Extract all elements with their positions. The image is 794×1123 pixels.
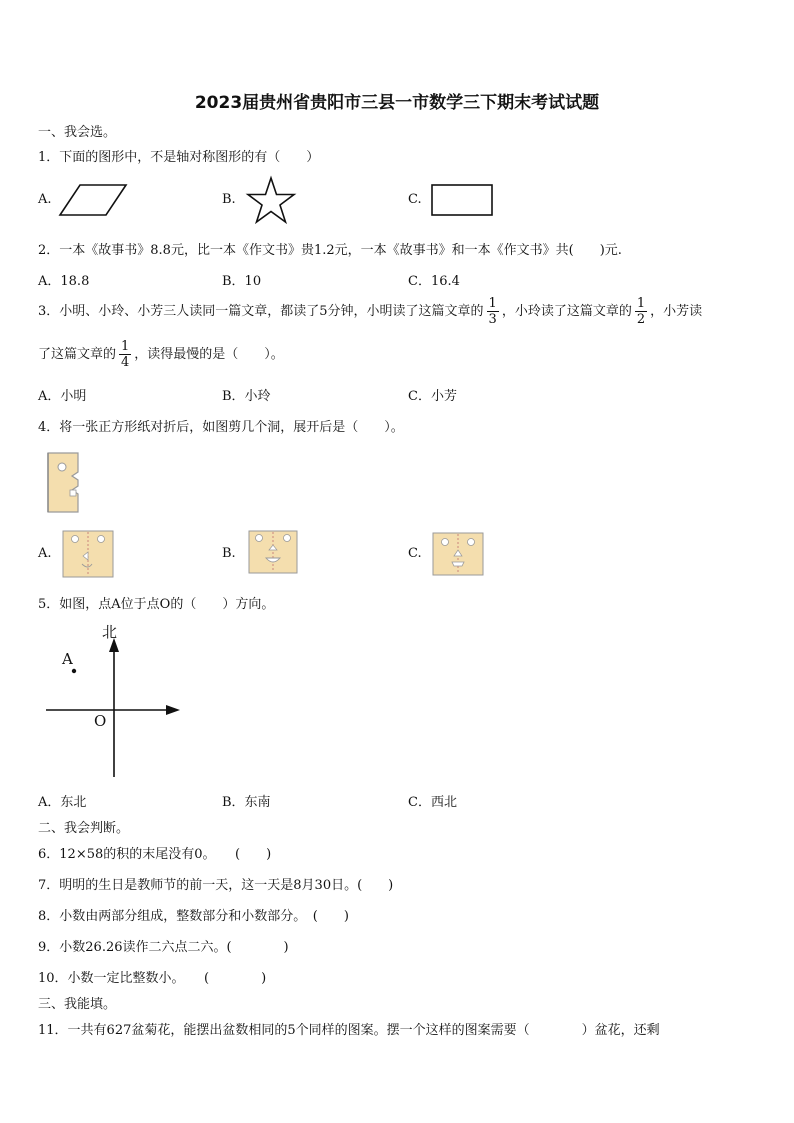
folded-paper-icon: [44, 450, 86, 516]
q3-option-c[interactable]: C．小芳: [408, 389, 457, 404]
q3-text-part1: 3．小明、小玲、小芳三人读同一篇文章，都读了5分钟，小明读了这篇文章的: [38, 304, 484, 319]
q1-option-c-label[interactable]: C.: [408, 192, 422, 207]
q4-option-a-label[interactable]: A.: [38, 546, 52, 561]
question-3-line-2: [38, 339, 284, 370]
judge-item-8: 8．小数由两部分组成，整数部分和小数部分。 ( ): [38, 909, 349, 924]
fraction-denominator: 4: [121, 355, 130, 370]
fraction-denominator: 2: [636, 312, 646, 327]
question-3-line-1: [38, 296, 702, 327]
origin-label: O: [94, 712, 107, 730]
q5-option-a[interactable]: A．东北: [38, 795, 87, 810]
fraction-numerator: 1: [121, 339, 130, 354]
q3-text-part4: 了这篇文章的: [38, 347, 117, 362]
judge-item-6: 6．12×58的积的末尾没有0。 ( ): [38, 847, 272, 862]
fraction-numerator: 1: [636, 296, 646, 311]
fraction-denominator: 3: [488, 312, 497, 327]
q4-option-b-label[interactable]: B.: [222, 546, 236, 561]
section-heading-judge: 二、我会判断。: [38, 821, 130, 836]
unfolded-paper-a-icon: [62, 530, 114, 578]
q3-option-a[interactable]: A．小明: [38, 389, 87, 404]
north-label: 北: [102, 623, 118, 641]
question-11-text: 11．一共有627盆菊花，能摆出盆数相同的5个同样的图案。摆一个这样的图案需要（ ）盆花，还剩: [38, 1023, 660, 1038]
q3-text-part5: ，读得最慢的是（ ）。: [134, 347, 284, 362]
q4-option-c-label[interactable]: C.: [408, 546, 422, 561]
q5-option-c[interactable]: C．西北: [408, 795, 457, 810]
judge-item-9: 9．小数26.26读作二六点二六。( ): [38, 940, 289, 955]
q2-option-c[interactable]: C．16.4: [408, 274, 460, 289]
judge-item-10: 10．小数一定比整数小。 ( ): [38, 971, 267, 986]
question-2-text: 2．一本《故事书》8.8元，比一本《作文书》贵1.2元，一本《故事书》和一本《作文书》共( )元.: [38, 243, 622, 258]
section-heading-choose: 一、我会选。: [38, 125, 117, 140]
q2-option-a[interactable]: A．18.8: [38, 274, 90, 289]
q2-option-b[interactable]: B．10: [222, 274, 262, 289]
compass-diagram: [40, 622, 190, 782]
rectangle-icon: [430, 183, 494, 217]
q3-text-part2: ，小玲读了这篇文章的: [501, 304, 632, 319]
q3-text-part3: ，小芳读: [650, 304, 703, 319]
judge-item-7: 7．明明的生日是教师节的前一天，这一天是8月30日。( ): [38, 878, 394, 893]
parallelogram-icon: [58, 182, 130, 218]
unfolded-paper-c-icon: [432, 532, 484, 576]
fraction-one-quarter: [119, 339, 131, 370]
question-4-text: 4．将一张正方形纸对折后，如图剪几个洞，展开后是（ ）。: [38, 420, 404, 435]
fraction-numerator: 1: [488, 296, 497, 311]
q1-option-a-label[interactable]: A.: [38, 192, 52, 207]
q3-option-b[interactable]: B．小玲: [222, 389, 271, 404]
fraction-one-half: [635, 296, 647, 327]
page-title: 2023届贵州省贵阳市三县一市数学三下期末考试试题: [194, 93, 600, 113]
question-1-text: 1．下面的图形中，不是轴对称图形的有（ ）: [38, 150, 320, 165]
unfolded-paper-b-icon: [248, 530, 298, 574]
q5-option-b[interactable]: B．东南: [222, 795, 271, 810]
star-icon: [246, 176, 296, 226]
point-a-label: A: [62, 650, 73, 668]
section-heading-fill: 三、我能填。: [38, 997, 117, 1012]
question-5-text: 5．如图，点A位于点O的（ ）方向。: [38, 597, 275, 612]
q1-option-b-label[interactable]: B.: [222, 192, 236, 207]
fraction-one-third: [487, 296, 499, 327]
